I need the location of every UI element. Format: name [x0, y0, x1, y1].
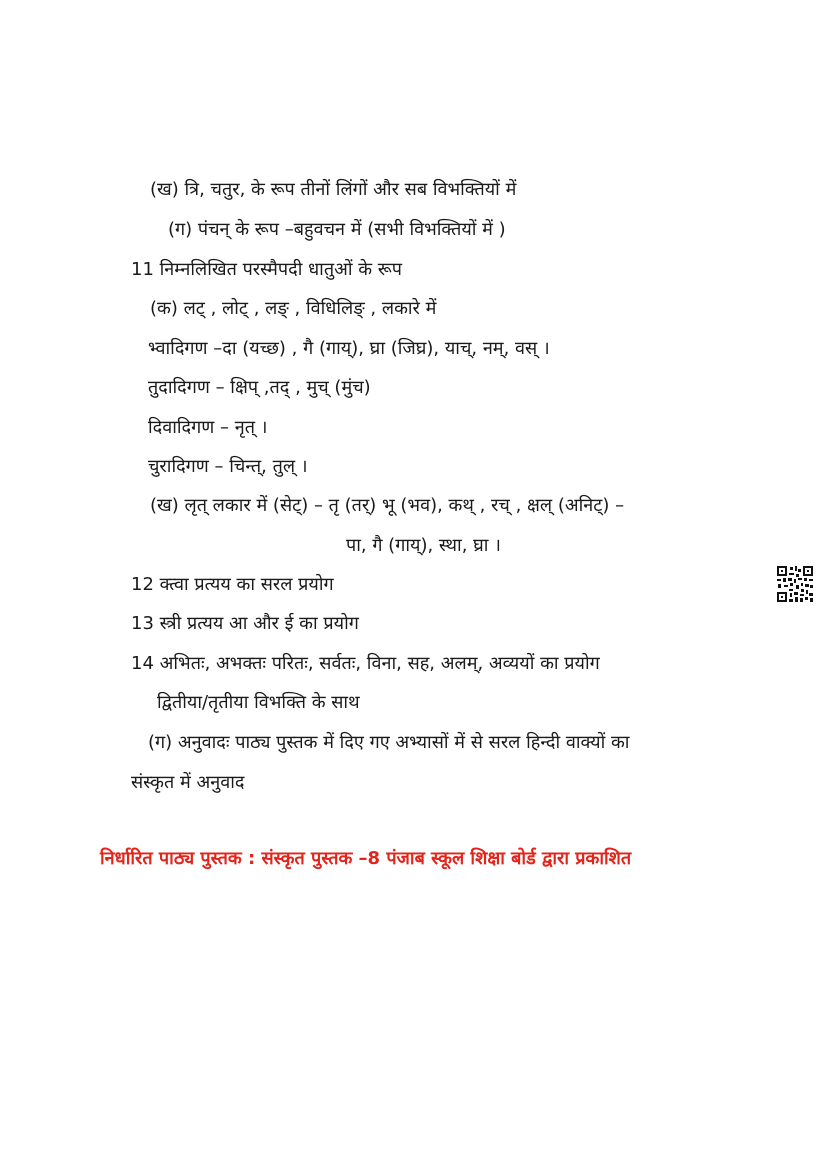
syllabus-line-bhvadigana: भ्वादिगण –दा (यच्छ) , गै (गाय्), घ्रा (जिघ्र), याच्, नम्, वस् । — [148, 338, 550, 359]
syllabus-item-13: 13 स्त्री प्रत्यय आ और ई का प्रयोग — [131, 613, 359, 634]
syllabus-line-ga-panchan: (ग) पंचन् के रूप –बहुवचन में (सभी विभक्तियों में ) — [168, 219, 506, 240]
syllabus-item-14: 14 अभितः, अभक्तः परितः, सर्वतः, विना, सह, अलम्, अव्ययों का प्रयोग — [131, 653, 600, 674]
syllabus-item-12: 12 क्त्वा प्रत्यय का सरल प्रयोग — [131, 574, 334, 595]
syllabus-line-churadigana: चुरादिगण – चिन्त्, तुल् । — [148, 456, 308, 477]
syllabus-line-anuvada-continued: संस्कृत में अनुवाद — [131, 772, 245, 793]
syllabus-line-ka-lakara: (क) लट् , लोट् , लङ् , विधिलिङ् , लकारे में — [150, 298, 437, 319]
syllabus-line-divadigana: दिवादिगण – नृत् । — [148, 417, 268, 438]
syllabus-line-kha-tri-chatur: (ख) त्रि, चतुर, के रूप तीनों लिंगों और सब विभक्तियों में — [150, 179, 517, 200]
prescribed-textbook-note: निर्धारित पाठ्य पुस्तक : संस्कृत पुस्तक –8 पंजाब स्कूल शिक्षा बोर्ड द्वारा प्रकाशित — [100, 848, 632, 869]
syllabus-line-lrit-continued: पा, गै (गाय्), स्था, घ्रा । — [346, 535, 502, 556]
syllabus-item-11: 11 निम्नलिखित परस्मैपदी धातुओं के रूप — [131, 259, 402, 280]
syllabus-line-ga-anuvada: (ग) अनुवादः पाठ्य पुस्तक में दिए गए अभ्यासों में से सरल हिन्दी वाक्यों का — [148, 732, 630, 753]
syllabus-line-tudadigana: तुदादिगण – क्षिप् ,तद् , मुच् (मुंच) — [148, 377, 371, 398]
syllabus-item-14-continued: द्वितीया/तृतीया विभक्ति के साथ — [157, 692, 360, 713]
qr-code-icon — [776, 565, 814, 603]
syllabus-line-kha-lrit: (ख) लृत् लकार में (सेट्) – तृ (तर्) भू (भव), कथ् , रच् , क्षल् (अनिट्) – — [150, 495, 625, 516]
